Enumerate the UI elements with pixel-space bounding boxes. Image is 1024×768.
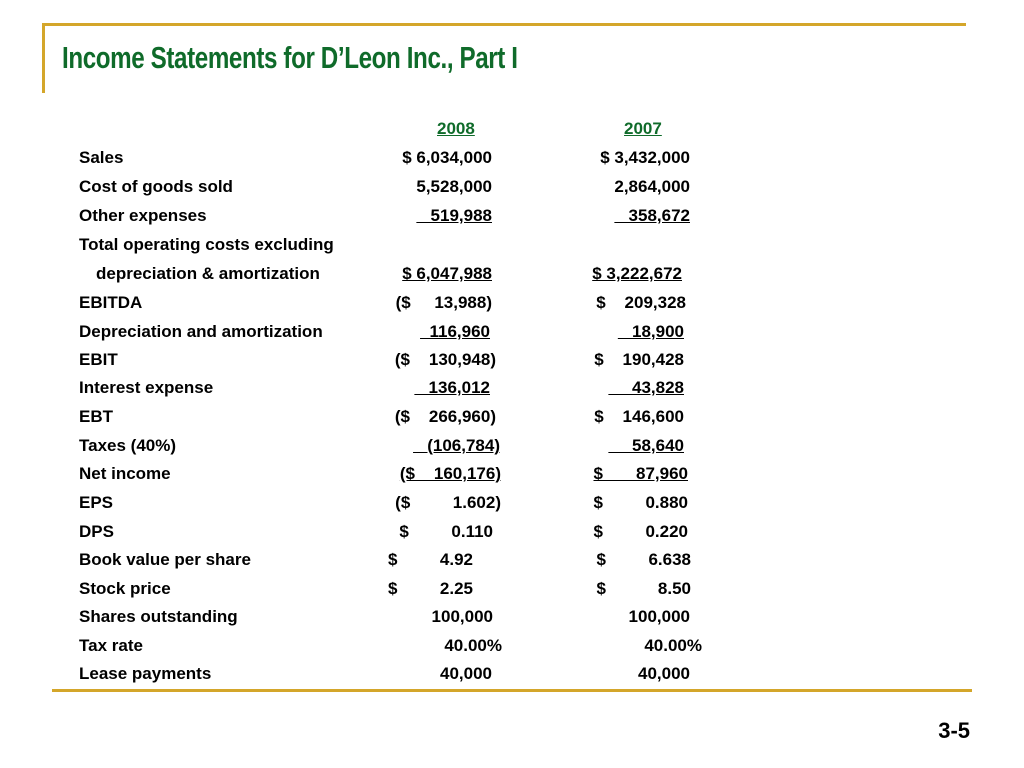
slide-title: Income Statements for D’Leon Inc., Part I bbox=[62, 40, 518, 75]
row-label: EBT bbox=[79, 407, 113, 426]
value-2007: $ 146,600 bbox=[594, 407, 684, 426]
table-row bbox=[0, 235, 1024, 263]
table-row bbox=[0, 206, 1024, 234]
value-2008: 5,528,000 bbox=[416, 177, 492, 196]
value-2008: $ 6,034,000 bbox=[402, 148, 492, 167]
row-label: Cost of goods sold bbox=[79, 177, 233, 196]
row-label: Net income bbox=[79, 464, 171, 483]
row-label: Depreciation and amortization bbox=[79, 322, 323, 341]
value-2007: 2,864,000 bbox=[614, 177, 690, 196]
row-label: Stock price bbox=[79, 579, 171, 598]
table-row bbox=[0, 436, 1024, 464]
value-2008: 40.00% bbox=[444, 636, 502, 655]
row-label: Other expenses bbox=[79, 206, 207, 225]
row-label: Total operating costs excluding bbox=[79, 235, 334, 254]
value-2007: $ 3,222,672 bbox=[592, 264, 682, 283]
table-row bbox=[0, 322, 1024, 350]
value-2007: 40.00% bbox=[644, 636, 702, 655]
row-label: EBITDA bbox=[79, 293, 143, 312]
table-row bbox=[0, 607, 1024, 635]
value-2008: $ 2.25 bbox=[387, 579, 473, 598]
table-row bbox=[0, 550, 1024, 578]
left-rule bbox=[42, 23, 45, 93]
value-2007: 358,672 bbox=[614, 206, 690, 225]
value-2007: $ 3,432,000 bbox=[600, 148, 690, 167]
value-2008: 116,960 bbox=[420, 322, 490, 341]
row-label: depreciation & amortization bbox=[96, 264, 320, 283]
row-label: Sales bbox=[79, 148, 124, 167]
value-2007: 43,828 bbox=[608, 378, 684, 397]
value-2008: $ 6,047,988 bbox=[402, 264, 492, 283]
table-row bbox=[0, 664, 1024, 692]
slide-number: 3-5 bbox=[938, 718, 970, 743]
value-2008: 136,012 bbox=[414, 378, 490, 397]
value-2008: ($ 130,948) bbox=[394, 350, 496, 369]
year-header-2008: 2008 bbox=[437, 119, 475, 138]
value-2007: $ 87,960 bbox=[593, 464, 688, 483]
value-2007: $ 0.880 bbox=[593, 493, 688, 512]
value-2007: $ 0.220 bbox=[593, 522, 688, 541]
value-2007: $ 190,428 bbox=[594, 350, 684, 369]
value-2007: $ 6.638 bbox=[596, 550, 691, 569]
row-label: EPS bbox=[79, 493, 114, 512]
row-label: Taxes (40%) bbox=[79, 436, 177, 455]
value-2007: 58,640 bbox=[608, 436, 684, 455]
table-row bbox=[0, 407, 1024, 435]
table-row bbox=[0, 579, 1024, 607]
year-header-2007: 2007 bbox=[624, 119, 662, 138]
value-2008: ($ 1.602) bbox=[395, 493, 501, 512]
value-2008: $ 0.110 bbox=[399, 522, 493, 541]
value-2007: 100,000 bbox=[628, 607, 690, 626]
row-label: Shares outstanding bbox=[79, 607, 238, 626]
table-row bbox=[0, 264, 1024, 292]
table-row bbox=[0, 350, 1024, 378]
value-2008: 519,988 bbox=[416, 206, 492, 225]
value-2007: 40,000 bbox=[638, 664, 690, 683]
value-2008: $ 4.92 bbox=[387, 550, 473, 569]
value-2008: 100,000 bbox=[431, 607, 493, 626]
row-label: Lease payments bbox=[79, 664, 212, 683]
top-rule bbox=[42, 23, 966, 26]
table-row bbox=[0, 522, 1024, 550]
row-label: Book value per share bbox=[79, 550, 251, 569]
value-2007: $ 209,328 bbox=[596, 293, 686, 312]
table-row bbox=[0, 636, 1024, 664]
row-label: DPS bbox=[79, 522, 114, 541]
value-2007: $ 8.50 bbox=[596, 579, 691, 598]
table-row bbox=[0, 177, 1024, 205]
value-2008: ($ 13,988) bbox=[395, 293, 492, 312]
row-label: EBIT bbox=[79, 350, 118, 369]
table-row bbox=[0, 148, 1024, 176]
row-label: Tax rate bbox=[79, 636, 143, 655]
table-row bbox=[0, 493, 1024, 521]
value-2008: ($ 160,176) bbox=[399, 464, 501, 483]
table-row bbox=[0, 464, 1024, 492]
table-row bbox=[0, 378, 1024, 406]
value-2007: 18,900 bbox=[617, 322, 684, 341]
row-label: Interest expense bbox=[79, 378, 214, 397]
table-row bbox=[0, 293, 1024, 321]
value-2008: (106,784) bbox=[413, 436, 500, 455]
value-2008: 40,000 bbox=[440, 664, 492, 683]
value-2008: ($ 266,960) bbox=[394, 407, 496, 426]
